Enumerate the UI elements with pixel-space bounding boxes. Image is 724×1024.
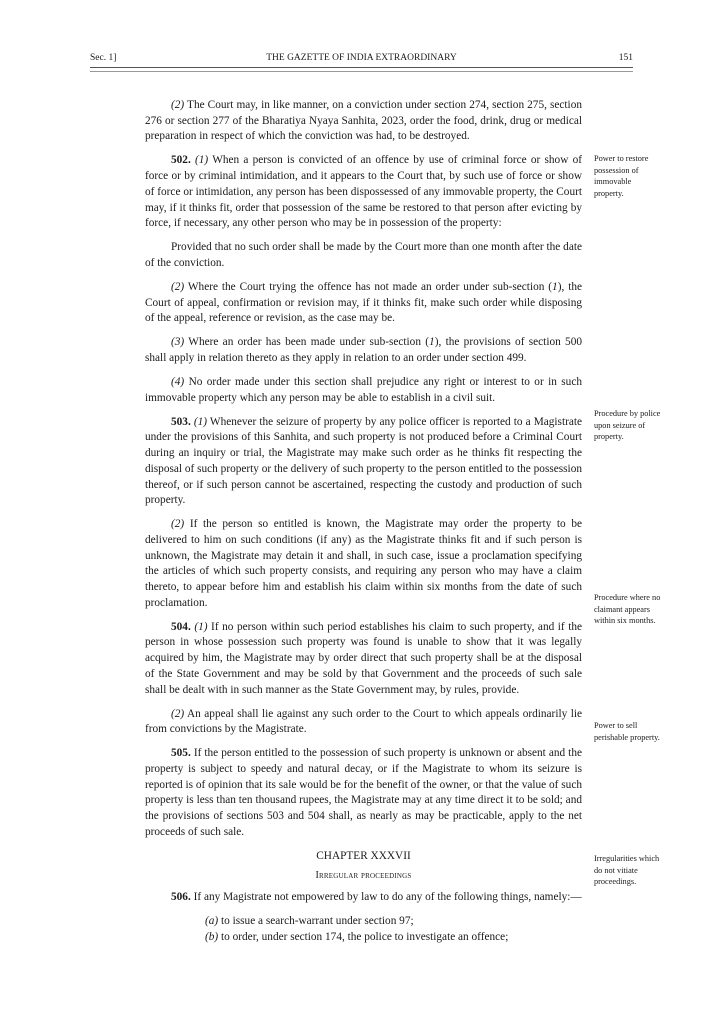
section-504-2: (2) An appeal shall lie against any such order to the Court to which appeals ordinarily lie from convictions by the Magistrate. <box>145 707 582 736</box>
section-505: 505. If the person entitled to the possession of such property is unknown or absent and the property is subject to speedy and natural decay, or if the Magistrate to whom its seizure is reported is of opinion that its sale would be for the benefit of the owner, or that the value of such property is less than ten thousand rupees, the Magistrate may at any time direct it to be sold; and the provisions of sections 503 and 504 shall, as nearly as may be practicable, apply to the net proceeds of such sale. <box>145 747 582 838</box>
section-502-2: (2) Where the Court trying the offence has not made an order under sub-section (1), the Court of appeal, confirmation or revision may, if it thinks fit, make such order while disposing of the appeal, reference or revision, as the case may be. <box>145 280 582 325</box>
main-text <box>145 98 582 946</box>
paragraph-501-2: (2) The Court may, in like manner, on a conviction under section 274, section 275, section 276 or section 277 of the Bharatiya Nyaya Sanhita, 2023, order the food, drink, drug or medical preparation in respect of which the conviction was had, to be destroyed. <box>145 99 582 143</box>
section-502-1: 502. (1) When a person is convicted of an offence by use of criminal force or show of force or by criminal intimidation, and it appears to the Court that, by such use of force or show of force or intimidation, any person has been dispossessed of any immovable property, the Court may, if it thinks fit, order that possession of the same be restored to that person after evicting by force, if necessary, any other person who may be in possession of the property: <box>145 154 582 230</box>
marginal-note-502: Power to restore possession of immovable property. <box>594 154 649 198</box>
marginal-note-506: Irregularities which do not vitiate proceedings. <box>594 854 660 887</box>
section-506: 506. If any Magistrate not empowered by law to do any of the following things, namely:— <box>171 891 582 904</box>
header-rule <box>90 67 633 72</box>
header-page-number: 151 <box>618 53 633 63</box>
page-header <box>90 52 633 68</box>
section-503-2: (2) If the person so entitled is known, the Magistrate may order the property to be delivered to him on such conditions (if any) as the Magistrate thinks fit and if such person is unknown, the Magistrate may detain it and shall, in such case, issue a proclamation specifying the articles of which such property consists, and requiring any person who may have a claim thereto, to appear before him and establish his claim within six months from the date of such proclamation. <box>145 518 582 609</box>
marginal-note-505: Power to sell perishable property. <box>594 721 660 742</box>
marginal-note-504: Procedure where no claimant appears within six months. <box>594 593 661 626</box>
section-504-1: 504. (1) If no person within such period establishes his claim to such property, and if the person in whose possession such property was found is unable to show that it was legally acquired by him, the Magistrate may by order direct that such property shall be at the disposal of the State Government and may be sold by that Government and the proceeds of such sale shall be dealt with in such manner as the State Government may, by rules, provide. <box>145 620 583 696</box>
section-502-4: (4) No order made under this section shall prejudice any right or interest to or in such immovable property which any person may be able to establish in a civil suit. <box>145 376 582 404</box>
section-506-b: (b) to order, under section 174, the police to investigate an offence; <box>205 930 509 943</box>
section-502-proviso: Provided that no such order shall be made by the Court more than one month after the date of the conviction. <box>145 241 582 269</box>
chapter-number: CHAPTER XXXVII <box>316 849 411 862</box>
section-503-1: 503. (1) Whenever the seizure of property by any police officer is reported to a Magistrate under the provisions of this Sanhita, and such property is not produced before a Criminal Court during an inquiry or trial, the Magistrate may make such order as he thinks fit respecting the disposal of such property or the delivery of such property to the person entitled to the possession thereof, or if such person cannot be ascertained, respecting the custody and production of such property. <box>145 415 583 507</box>
section-502-3: (3) Where an order has been made under sub-section (1), the provisions of section 500 shall apply in relation thereto as they apply in relation to an order under section 499. <box>145 336 583 365</box>
header-section: Sec. 1] <box>90 53 117 63</box>
header-title: THE GAZETTE OF INDIA EXTRAORDINARY <box>266 53 457 63</box>
chapter-title: Irregular proceedings <box>315 869 412 881</box>
marginal-note-503: Procedure by police upon seizure of property. <box>594 409 661 442</box>
section-506-a: (a) to issue a search-warrant under section 97; <box>205 915 414 928</box>
